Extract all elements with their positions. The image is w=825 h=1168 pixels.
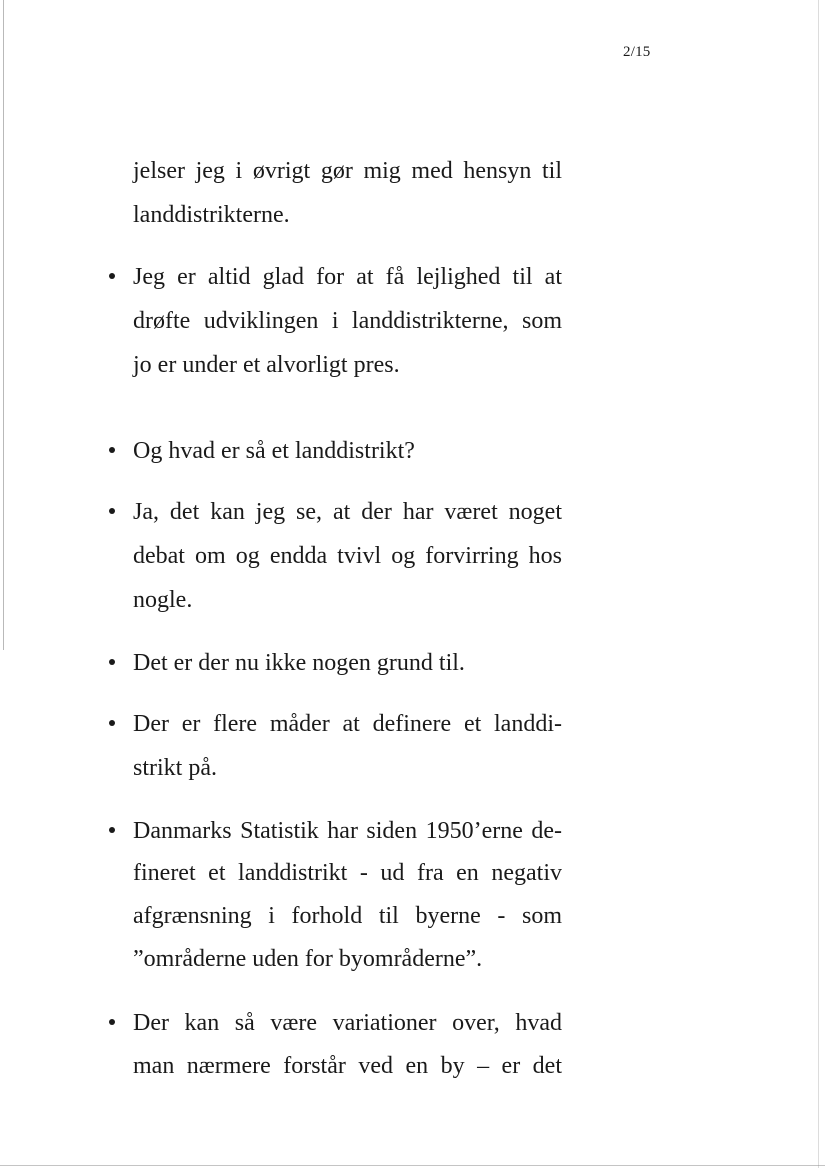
text-line: Danmarks Statistik har siden 1950’erne de- bbox=[133, 818, 562, 844]
text-line: jo er under et alvorligt pres. bbox=[133, 352, 400, 378]
bullet-marker-icon bbox=[107, 444, 117, 454]
scan-edge-bottom bbox=[0, 1165, 825, 1166]
scan-edge-left bbox=[3, 0, 4, 650]
text-line: jelser jeg i øvrigt gør mig med hensyn til bbox=[133, 158, 562, 184]
text-line: ”områderne uden for byområderne”. bbox=[133, 946, 483, 972]
text-line: afgrænsning i forhold til byerne - som bbox=[133, 903, 562, 929]
text-line: debat om og endda tvivl og forvirring hos bbox=[133, 543, 562, 569]
text-line: man nærmere forstår ved en by – er det bbox=[133, 1053, 562, 1079]
text-line: Der kan så være variationer over, hvad bbox=[133, 1010, 562, 1036]
text-line: drøfte udviklingen i landdistrikterne, som bbox=[133, 308, 562, 334]
text-line: nogle. bbox=[133, 587, 193, 613]
bullet-marker-icon bbox=[107, 717, 117, 727]
text-line: Ja, det kan jeg se, at der har været noget bbox=[133, 499, 562, 525]
bullet-marker-icon bbox=[107, 1016, 117, 1026]
bullet-marker-icon bbox=[107, 270, 117, 280]
text-line: fineret et landdistrikt - ud fra en negativ bbox=[133, 860, 562, 886]
text-line: Og hvad er så et landdistrikt? bbox=[133, 438, 415, 464]
text-line: strikt på. bbox=[133, 755, 217, 781]
bullet-marker-icon bbox=[107, 656, 117, 666]
page-number: 2/15 bbox=[623, 44, 651, 60]
bullet-marker-icon bbox=[107, 505, 117, 515]
scan-edge-right bbox=[818, 0, 819, 1168]
bullet-marker-icon bbox=[107, 824, 117, 834]
text-line: Jeg er altid glad for at få lejlighed til at bbox=[133, 264, 562, 290]
text-line: Der er flere måder at definere et landdi- bbox=[133, 711, 562, 737]
text-line: Det er der nu ikke nogen grund til. bbox=[133, 650, 465, 676]
text-line: landdistrikterne. bbox=[133, 202, 290, 228]
